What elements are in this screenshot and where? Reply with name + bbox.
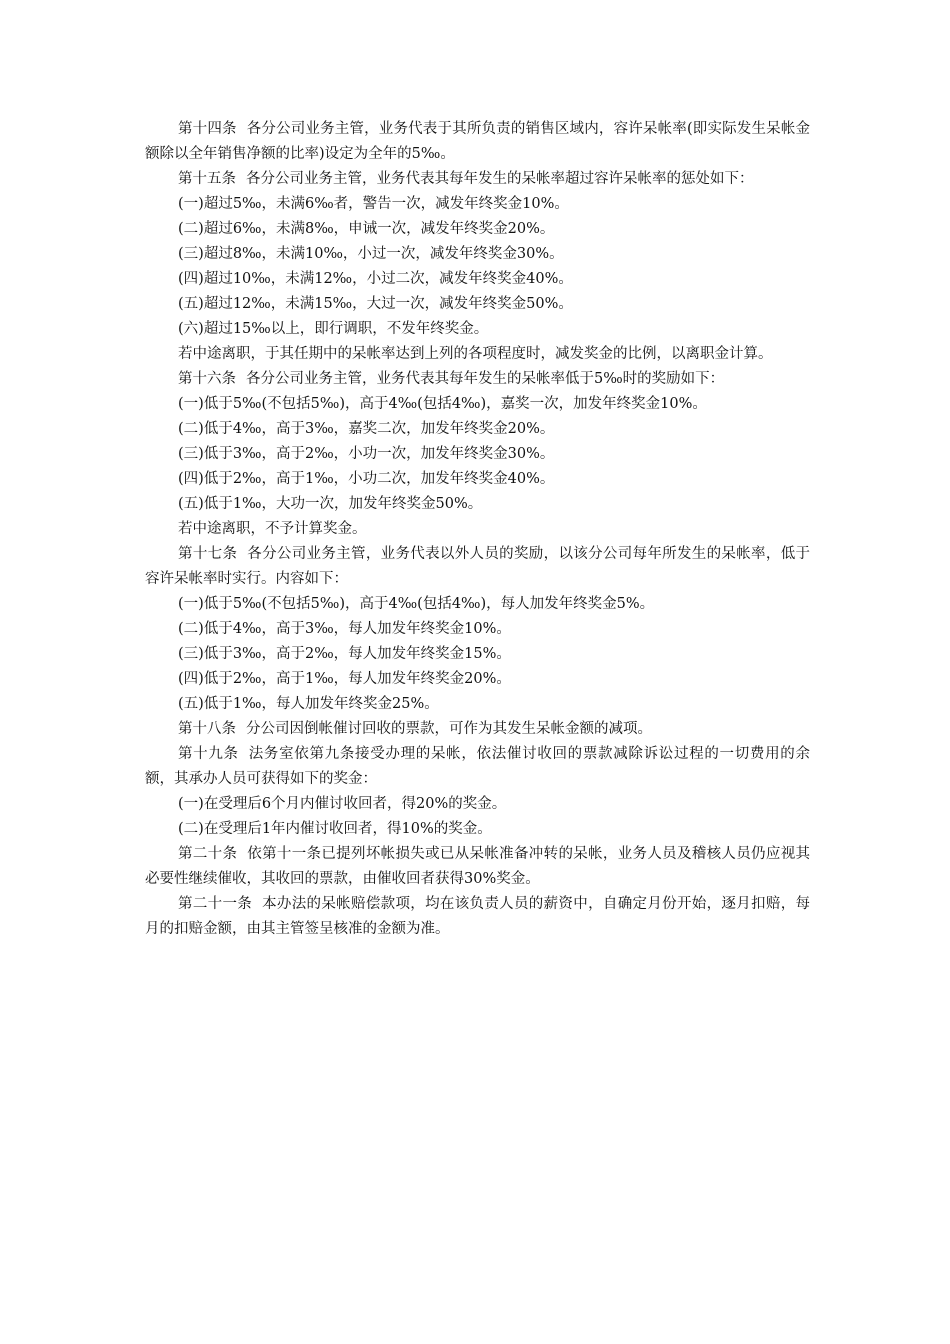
list-item: (一)低于5‰(不包括5‰)，高于4‰(包括4‰)，嘉奖一次，加发年终奖金10%。: [178, 396, 707, 412]
list-item: (二)低于4‰，高于3‰，嘉奖二次，加发年终奖金20%。: [178, 421, 555, 437]
list-item: (五)低于1‰，大功一次，加发年终奖金50%。: [178, 496, 483, 512]
list-item: (一)低于5‰(不包括5‰)，高于4‰(包括4‰)，每人加发年终奖金5%。: [178, 596, 655, 612]
article-text: 本办法的呆帐赔偿款项，均在该负责人员的薪资中，自确定月份开始，逐月扣赔，每月的扣赔金额，由其主管签呈核准的金额为准。: [145, 896, 811, 937]
list-item: (六)超过15‰以上，即行调职，不发年终奖金。: [178, 321, 489, 337]
article-number: 第二十条: [178, 846, 238, 862]
article-number: 第十六条: [178, 371, 236, 387]
article-number: 第十四条: [178, 121, 237, 137]
list-item: (三)低于3‰，高于2‰，每人加发年终奖金15%。: [178, 646, 511, 662]
list-item: (三)低于3‰，高于2‰，小功一次，加发年终奖金30%。: [178, 446, 555, 462]
article-14: [145, 117, 810, 167]
article-15: [145, 167, 810, 192]
list-item: (四)超过10‰，未满12‰，小过二次，减发年终奖金40%。: [178, 271, 573, 287]
list-item: (二)超过6‰，未满8‰，申诫一次，减发年终奖金20%。: [178, 221, 555, 237]
note-paragraph: 若中途离职，于其任期中的呆帐率达到上列的各项程度时，减发奖金的比例，以离职金计算。: [178, 346, 773, 362]
article-number: 第十五条: [178, 171, 236, 187]
article-text: 分公司因倒帐催讨回收的票款，可作为其发生呆帐金额的减项。: [246, 721, 652, 737]
article-19: [145, 742, 810, 792]
article-number: 第十九条: [178, 746, 239, 762]
article-21: [145, 892, 810, 942]
list-item: (五)超过12‰，未满15‰，大过一次，减发年终奖金50%。: [178, 296, 573, 312]
list-item: (二)在受理后1年内催讨收回者，得10%的奖金。: [178, 821, 492, 837]
article-20: [145, 842, 810, 892]
list-item: (五)低于1‰，每人加发年终奖金25%。: [178, 696, 439, 712]
article-text: 各分公司业务主管，业务代表以外人员的奖励，以该分公司每年所发生的呆帐率，低于容许呆帐率时实行。内容如下：: [145, 546, 811, 587]
article-16: [145, 367, 810, 392]
article-text: 各分公司业务主管，业务代表其每年发生的呆帐率超过容许呆帐率的惩处如下：: [246, 171, 754, 187]
list-item: (四)低于2‰，高于1‰，小功二次，加发年终奖金40%。: [178, 471, 555, 487]
article-18: [145, 717, 810, 742]
list-item: (三)超过8‰，未满10‰，小过一次，减发年终奖金30%。: [178, 246, 564, 262]
article-number: 第十八条: [178, 721, 236, 737]
article-text: 法务室依第九条接受办理的呆帐，依法催讨收回的票款减除诉讼过程的一切费用的余额，其承办人员可获得如下的奖金：: [145, 746, 810, 787]
document-page: [145, 117, 810, 942]
list-item: (四)低于2‰，高于1‰，每人加发年终奖金20%。: [178, 671, 511, 687]
article-number: 第十七条: [178, 546, 238, 562]
list-item: (一)超过5‰，未满6‰者，警告一次，减发年终奖金10%。: [178, 196, 569, 212]
list-item: (二)低于4‰，高于3‰，每人加发年终奖金10%。: [178, 621, 511, 637]
article-number: 第二十一条: [178, 896, 253, 912]
article-text: 依第十一条已提列坏帐损失或已从呆帐准备冲转的呆帐，业务人员及稽核人员仍应视其必要性继续催收，其收回的票款，由催收回者获得30%奖金。: [145, 846, 811, 887]
article-17: [145, 542, 810, 592]
list-item: (一)在受理后6个月内催讨收回者，得20%的奖金。: [178, 796, 507, 812]
note-paragraph: 若中途离职，不予计算奖金。: [178, 521, 367, 537]
article-text: 各分公司业务主管，业务代表于其所负责的销售区域内，容许呆帐率(即实际发生呆帐金额除以全年销售净额的比率)设定为全年的5‰。: [145, 121, 811, 162]
article-text: 各分公司业务主管，业务代表其每年发生的呆帐率低于5‰时的奖励如下：: [246, 371, 725, 387]
